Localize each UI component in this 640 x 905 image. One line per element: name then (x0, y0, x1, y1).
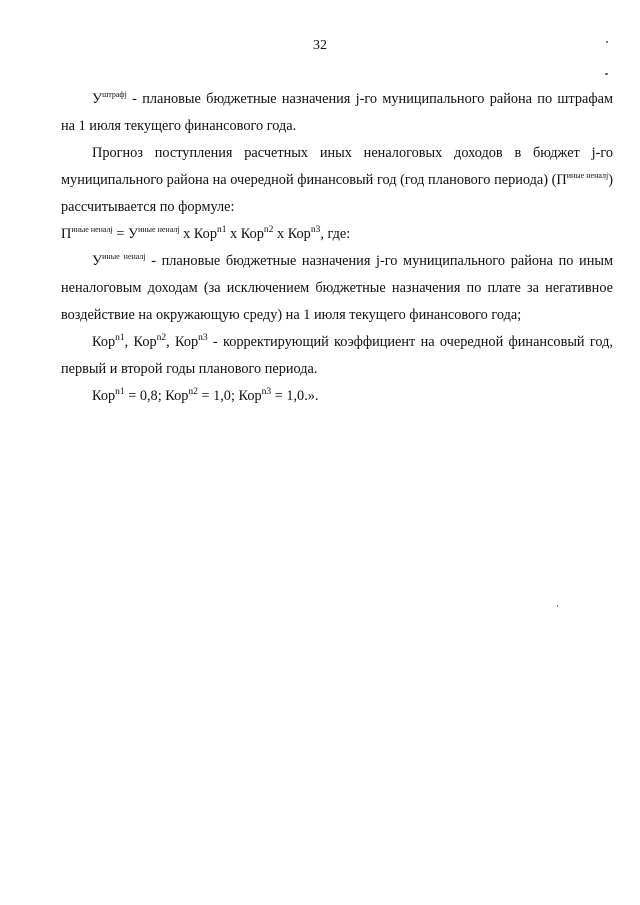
scan-speck (557, 605, 558, 607)
paragraph-forecast (61, 140, 613, 221)
formula-factor-3: x Кор (273, 226, 311, 242)
symbol-y: У (92, 253, 103, 269)
coef-sup: n1 (115, 387, 125, 397)
formula-lhs-sup: иные неналj (71, 225, 113, 234)
paragraph-text: - плановые бюджетные назначения j-го муниципального района по иным неналоговым доходам (за исключением бюджетные назначения по плате за негативное воздействие на окружающую среду) на 1 июля текущего финансового года; (61, 253, 614, 323)
coef-value: = 1,0.». (271, 388, 319, 404)
formula-y-sup: иные неналj (138, 225, 180, 234)
formula-sup-2: n2 (263, 225, 274, 235)
scan-speck (605, 73, 608, 75)
paragraph-text: ) рассчитывается по формуле: (61, 172, 613, 215)
paragraph-fines (61, 86, 613, 140)
formula-sup-1: n1 (216, 225, 227, 235)
coef-sup: n2 (156, 333, 167, 343)
paragraph-coefficients (61, 329, 613, 383)
paragraph-text: Прогноз поступления расчетных иных неналоговых доходов в бюджет j-го муниципального района на очередной финансовый год (год планового периода) (П (61, 145, 613, 188)
paragraph-text: - корректирующий коэффициент на очередной финансовый год, первый и второй годы планового периода. (61, 334, 613, 377)
superscript-fines: штрафj (102, 90, 127, 99)
coef-sup: n1 (115, 333, 125, 343)
formula-lhs: П (61, 226, 72, 242)
superscript-other-nontax: иные неналj (566, 171, 609, 180)
coef-sup: n3 (261, 387, 272, 397)
formula (61, 221, 613, 248)
coef-label: Кор (92, 388, 116, 404)
coef-value: = 1,0; Кор (197, 388, 262, 404)
coef-sup: n2 (188, 387, 198, 397)
paragraph-other-nontax (61, 248, 613, 329)
coef-value: = 0,8; Кор (124, 388, 189, 404)
document-body (61, 86, 613, 410)
coef-label: , Кор (124, 334, 157, 350)
paragraph-coefficient-values (61, 383, 613, 410)
coef-label: , Кор (166, 334, 199, 350)
superscript-other-nontax: иные неналj (102, 252, 146, 261)
formula-sup-3: n3 (310, 225, 321, 235)
formula-eq: = У (112, 226, 139, 242)
formula-factor-1: x Кор (179, 226, 217, 242)
paragraph-text: - плановые бюджетные назначения j-го муниципального района по штрафам на 1 июля текущего финансового года. (61, 91, 613, 134)
coef-label: Кор (92, 334, 116, 350)
scan-speck (606, 41, 608, 43)
formula-tail: , где: (320, 226, 351, 242)
coef-sup: n3 (198, 333, 208, 343)
formula-factor-2: x Кор (226, 226, 264, 242)
symbol-y: У (92, 91, 103, 107)
page-number: 32 (313, 38, 327, 53)
